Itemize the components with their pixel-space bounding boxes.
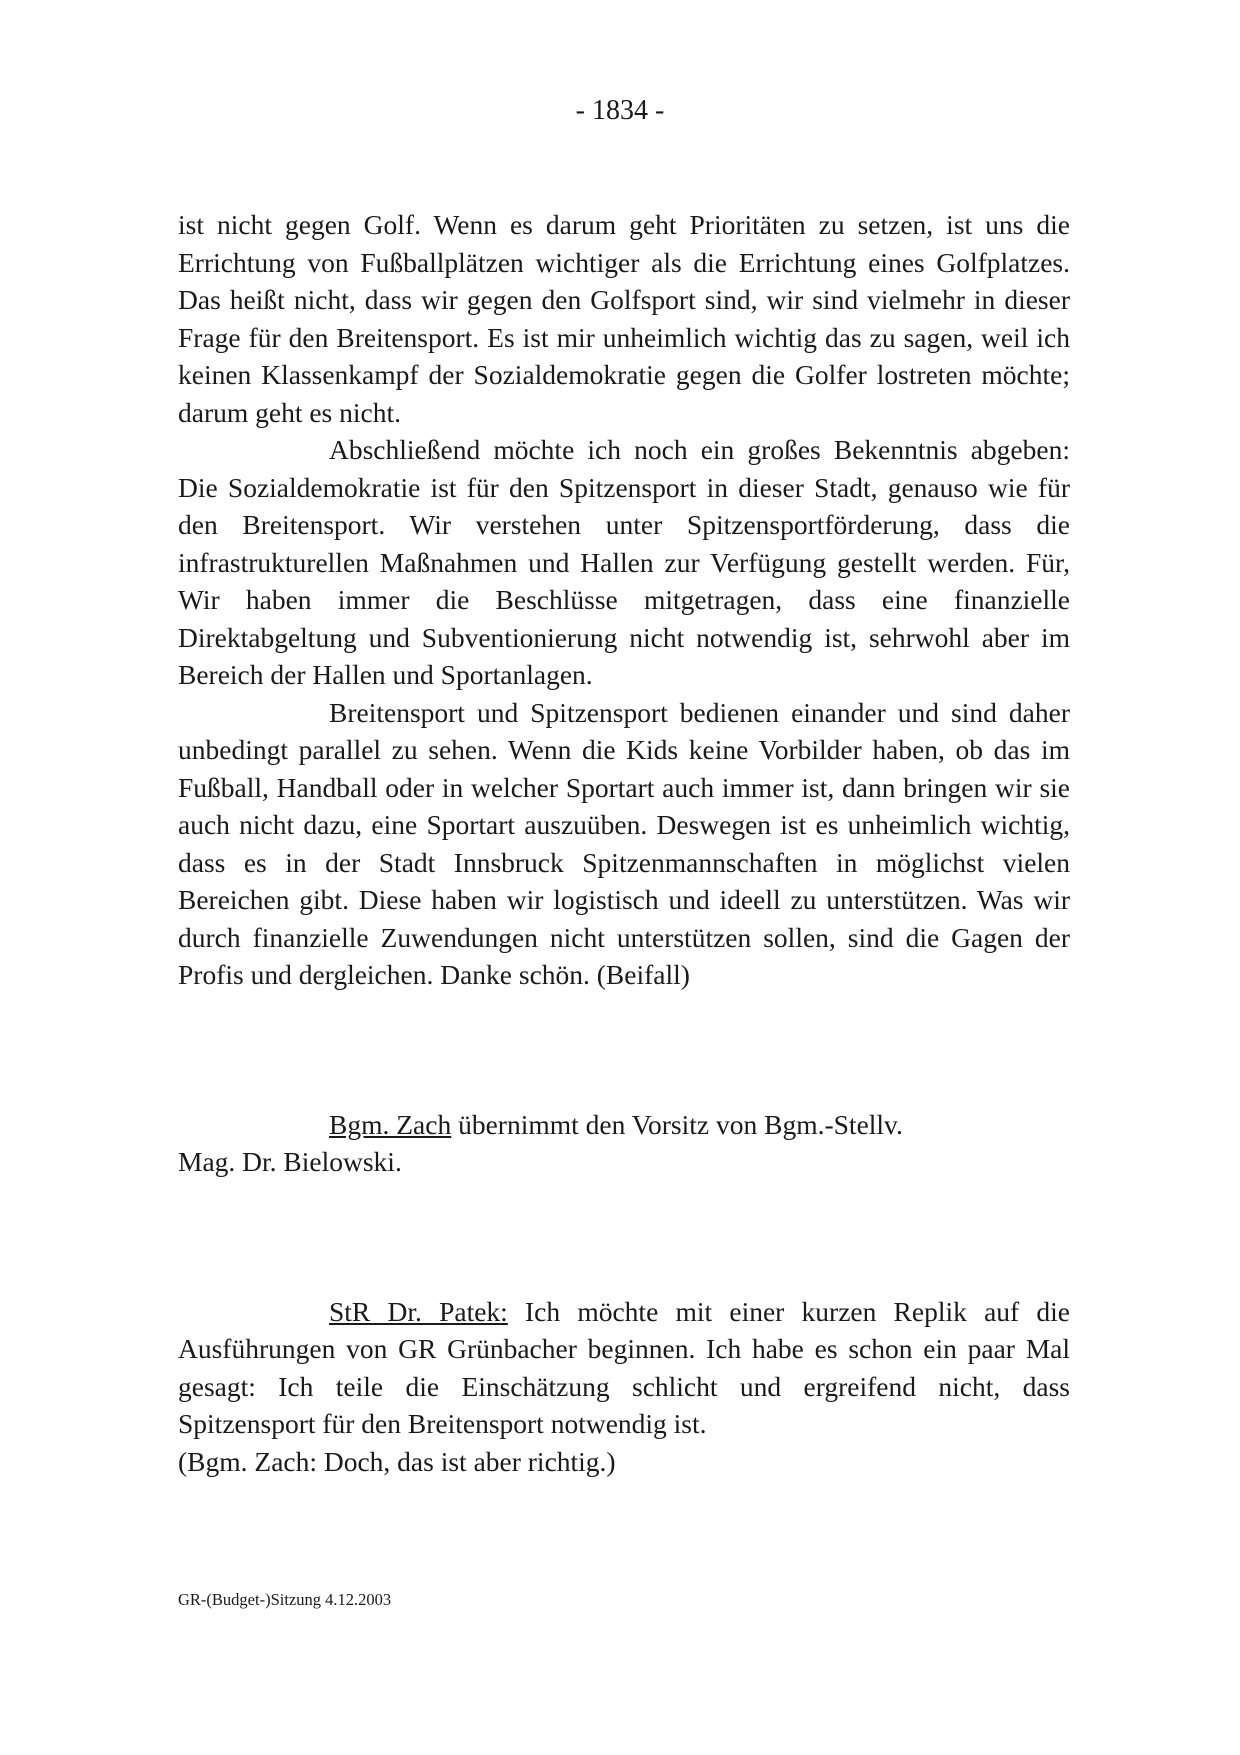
- transcript-body: [178, 206, 1070, 1480]
- paragraph-patek: [178, 1293, 1070, 1443]
- speaker-name: Bgm. Zach: [329, 1108, 452, 1140]
- speaker-name: StR Dr. Patek:: [329, 1295, 508, 1327]
- paragraph-chair-change: [178, 1106, 923, 1181]
- spacer: [178, 1181, 1070, 1293]
- footer-session-label: GR-(Budget-)Sitzung 4.12.2003: [178, 1590, 392, 1609]
- paragraph-bekenntnis: Abschließend möchte ich noch ein großes Bekenntnis abgeben: Die Sozialdemokratie ist für den Spitzensport in dieser Stadt, genauso wie für den Breitensport. Wir verstehen unter Spitzensportförderung, dass die infrastrukturellen Maßnahmen und Hallen zur Verfügung gestellt werden. Für, Wir haben immer die Beschlüsse mitgetragen, dass eine finanzielle Direktabgeltung und Subventionierung nicht notwendig ist, sehrwohl aber im Bereich der Hallen und Sportanlagen.: [178, 434, 1070, 690]
- spacer: [178, 994, 1070, 1106]
- page-number: - 1834 -: [575, 95, 665, 126]
- paragraph-golf: ist nicht gegen Golf. Wenn es darum geht Prioritäten zu setzen, ist uns die Errichtung von Fußballplätzen wichtiger als die Errichtung eines Golfplatzes. Das heißt nicht, dass wir gegen den Golfsport sind, wir sind vielmehr in dieser Frage für den Breitensport. Es ist mir unheimlich wichtig das zu sagen, weil ich keinen Klassenkampf der Sozialdemokratie gegen die Golfer lostreten möchte; darum geht es nicht.: [178, 209, 1070, 428]
- patek-text: Ich möchte mit einer kurzen Replik auf die Ausführungen von GR Grünbacher beginnen. Ich habe es schon ein paar Mal gesagt: Ich teile die Einschätzung schlicht und ergreifend nicht, dass Spitzensport für den Breitensport notwendig ist.: [178, 1295, 1071, 1439]
- interjection: (Bgm. Zach: Doch, das ist aber richtig.): [178, 1445, 616, 1477]
- chair-change-text: übernimmt den Vorsitz von Bgm.-Stellv. Mag. Dr. Bielowski.: [178, 1108, 903, 1177]
- paragraph-breitensport: Breitensport und Spitzensport bedienen einander und sind daher unbedingt parallel zu sehen. Wenn die Kids keine Vorbilder haben, ob das im Fußball, Handball oder in welcher Sportart auch immer ist, dann bringen wir sie auch nicht dazu, eine Sportart auszuüben. Deswegen ist es unheimlich wichtig, dass es in der Stadt Innsbruck Spitzenmannschaften in möglichst vielen Bereichen gibt. Diese haben wir logistisch und ideell zu unterstützen. Was wir durch finanzielle Zuwendungen nicht unterstützen sollen, sind die Gagen der Profis und dergleichen. Danke schön. (Beifall): [178, 696, 1070, 990]
